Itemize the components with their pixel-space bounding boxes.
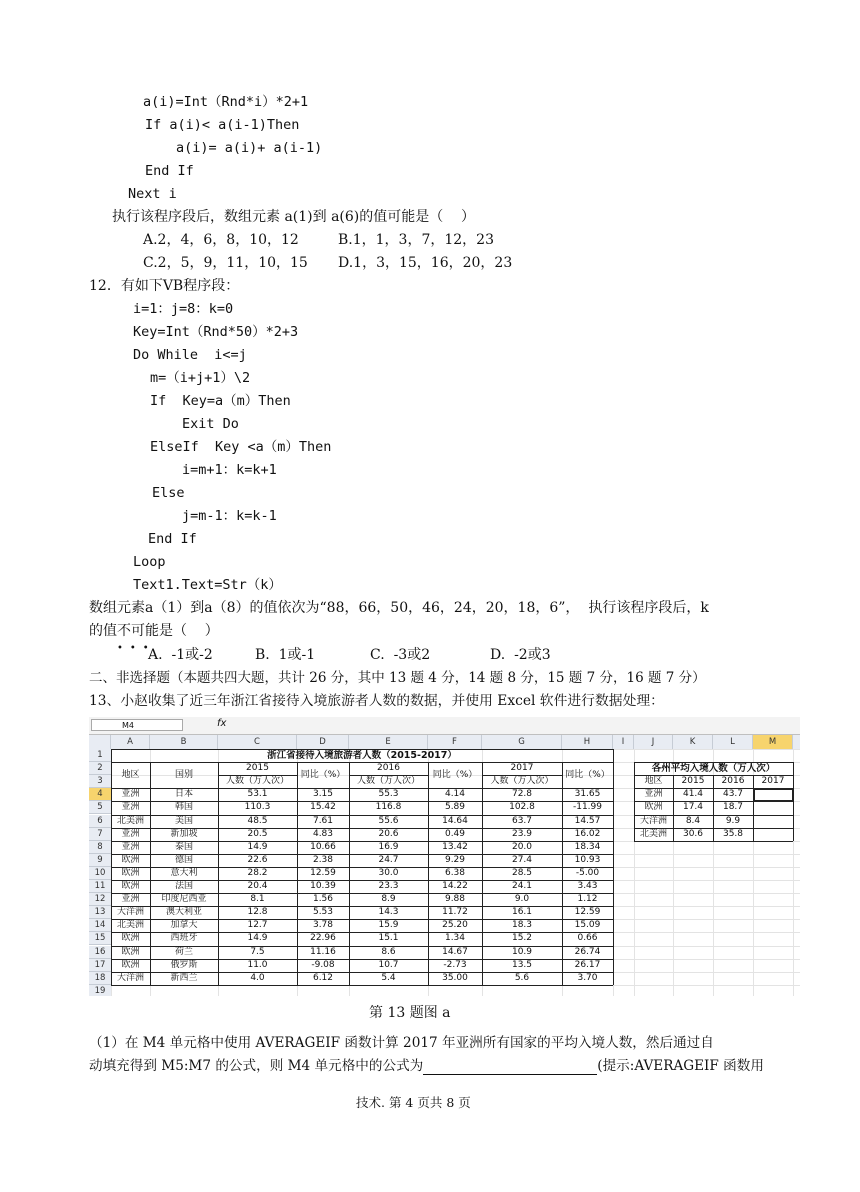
header-yoy[interactable]: 同比（%） <box>432 770 478 781</box>
table-cell[interactable]: 2.38 <box>312 854 334 865</box>
row-header-2[interactable]: 2 <box>89 762 111 775</box>
table-cell[interactable]: 72.8 <box>511 789 533 800</box>
q12-title: 12．有如下VB程序段： <box>89 278 240 294</box>
table-cell[interactable]: 4.83 <box>312 828 334 839</box>
table-cell[interactable]: 11.0 <box>247 959 268 970</box>
row-header-17[interactable]: 17 <box>89 959 111 972</box>
header-yoy[interactable]: 同比（%） <box>565 770 610 781</box>
table-border <box>349 762 350 985</box>
row-header-6[interactable]: 6 <box>89 815 111 828</box>
row-header-3[interactable]: 3 <box>89 775 111 788</box>
header-people[interactable]: 人数（万人次） <box>225 776 289 787</box>
excel-screenshot <box>89 717 800 996</box>
code-line: Key=Int（Rnd*50）*2+3 <box>133 324 299 340</box>
code-line: Else <box>152 485 185 501</box>
table-cell[interactable]: 4.0 <box>250 972 265 983</box>
code-line: a(i)=Int（Rnd*i）*2+1 <box>143 94 309 110</box>
fx-icon: fx <box>217 718 227 729</box>
table-cell[interactable]: -2.73 <box>443 959 467 970</box>
table-cell[interactable]: 14.64 <box>442 815 468 826</box>
table-cell[interactable]: 15.09 <box>574 920 601 931</box>
table-cell[interactable]: 北美洲 <box>116 815 144 826</box>
table-border <box>218 762 219 985</box>
table-cell[interactable]: 18.34 <box>574 841 601 852</box>
table-cell[interactable]: 28.2 <box>247 867 268 878</box>
row-header-16[interactable]: 16 <box>89 946 111 959</box>
column-header-A[interactable]: A <box>111 735 150 749</box>
side-table-cell[interactable]: 9.9 <box>725 815 741 826</box>
table-cell[interactable]: 10.93 <box>574 854 601 865</box>
row-header-13[interactable]: 13 <box>89 906 111 919</box>
code-line: j=m-1：k=k-1 <box>182 508 277 524</box>
table-cell[interactable]: 北美洲 <box>116 920 144 931</box>
table-cell[interactable]: 亚洲 <box>121 828 140 839</box>
table-border <box>349 775 428 776</box>
table-cell[interactable]: 10.66 <box>310 841 336 852</box>
table-border <box>753 775 754 841</box>
table-cell[interactable]: 28.5 <box>511 867 533 878</box>
table-cell[interactable]: 8.9 <box>381 894 396 905</box>
code-line: If Key=a（m）Then <box>150 393 291 409</box>
code-line: a(i)= a(i)+ a(i-1) <box>176 140 323 156</box>
table-cell[interactable]: 韩国 <box>174 802 193 813</box>
row-header-7[interactable]: 7 <box>89 828 111 841</box>
table-cell[interactable]: 26.74 <box>574 946 601 957</box>
table-cell[interactable]: 0.66 <box>577 933 598 944</box>
table-cell[interactable]: 14.9 <box>247 933 268 944</box>
table-border <box>111 788 613 789</box>
table-cell[interactable]: 14.57 <box>574 815 601 826</box>
name-box: M4 <box>91 719 183 731</box>
table-border <box>634 762 635 841</box>
table-border <box>111 880 613 881</box>
code-line: Loop <box>133 554 166 570</box>
table-border <box>111 867 613 868</box>
table-cell[interactable]: 16.02 <box>574 828 601 839</box>
side-table-cell[interactable]: 17.4 <box>682 802 704 813</box>
table-cell[interactable]: 27.4 <box>511 854 533 865</box>
column-header-M[interactable]: M <box>753 735 793 749</box>
q12-option-c: C. -3或2 <box>370 647 431 663</box>
table-border <box>111 801 613 802</box>
code-line: Exit Do <box>182 416 239 432</box>
table-cell[interactable]: 102.8 <box>509 802 535 813</box>
table-cell[interactable]: 23.9 <box>511 828 533 839</box>
table-cell[interactable]: 20.6 <box>378 828 399 839</box>
table-cell[interactable]: 荷兰 <box>174 946 193 957</box>
table-cell[interactable]: 3.70 <box>577 972 598 983</box>
table-cell[interactable]: 23.3 <box>378 881 399 891</box>
table-cell[interactable]: 9.88 <box>444 894 466 905</box>
table-border <box>111 762 613 763</box>
table-cell[interactable]: 12.7 <box>247 920 268 931</box>
table-border <box>111 946 613 947</box>
q13-part1-line2: 动填充得到 M5:M7 的公式，则 M4 单元格中的公式为 (提示:AVERAGEIF 函数用 <box>89 1058 764 1074</box>
page-footer: 技术. 第 4 页共 8 页 <box>356 1095 471 1110</box>
side-table-cell[interactable] <box>753 828 793 841</box>
column-header-H[interactable]: H <box>562 735 613 749</box>
table-cell[interactable]: 55.3 <box>378 789 399 800</box>
table-cell[interactable]: -5.00 <box>575 867 600 878</box>
code-line: Next i <box>128 186 177 202</box>
figure-caption: 第 13 题图 a <box>369 1005 451 1021</box>
table-cell[interactable]: 10.39 <box>310 881 336 891</box>
table-cell[interactable]: 1.56 <box>312 894 334 905</box>
code-line: If a(i)< a(i-1)Then <box>145 117 300 133</box>
table-cell[interactable]: 12.59 <box>574 907 601 918</box>
table-cell[interactable]: 24.1 <box>511 881 533 891</box>
q11-option-a: A.2，4，6，8，10，12 <box>143 232 299 248</box>
code-line: i=m+1：k=k+1 <box>182 462 277 478</box>
side-table-cell[interactable]: 41.4 <box>682 789 704 800</box>
table-cell[interactable]: 53.1 <box>247 789 268 800</box>
table-cell[interactable]: 15.9 <box>378 920 399 931</box>
column-header-B[interactable]: B <box>150 735 218 749</box>
table-border <box>111 906 613 907</box>
table-cell[interactable]: 亚洲 <box>121 802 140 813</box>
table-cell[interactable]: 11.16 <box>310 946 336 957</box>
code-line: ElseIf Key <a（m）Then <box>150 439 332 455</box>
table-cell[interactable]: 8.1 <box>250 894 265 905</box>
table-cell[interactable]: -11.99 <box>572 802 602 813</box>
table-cell[interactable]: 14.9 <box>247 841 268 852</box>
table-border <box>713 775 714 841</box>
column-header-I[interactable]: I <box>613 735 634 749</box>
table-border <box>297 762 298 985</box>
code-line: Do While i<=j <box>133 347 247 363</box>
table-border <box>562 762 563 985</box>
emphasis-dots: 不可能 ••• <box>117 623 159 654</box>
side-table-cell[interactable]: 欧洲 <box>644 802 663 813</box>
table-cell[interactable]: 加拿大 <box>170 920 198 931</box>
table-cell[interactable]: 5.6 <box>514 972 530 983</box>
table-cell[interactable]: 20.5 <box>247 828 268 839</box>
table-border <box>634 762 793 763</box>
row-header-18[interactable]: 18 <box>89 972 111 985</box>
table-cell[interactable]: -9.08 <box>311 959 335 970</box>
q11-stem: 执行该程序段后，数组元素 a(1)到 a(6)的值可能是（ ） <box>112 209 476 225</box>
column-header-J[interactable]: J <box>634 735 673 749</box>
table-cell[interactable]: 14.3 <box>378 907 399 918</box>
table-cell[interactable]: 亚洲 <box>121 789 140 800</box>
formula-bar <box>89 717 800 735</box>
q12-option-a: A. -1或-2 <box>148 647 213 663</box>
table-border <box>482 775 562 776</box>
side-table-header[interactable]: 2016 <box>721 776 745 787</box>
side-table-cell[interactable] <box>753 801 793 814</box>
row-header-14[interactable]: 14 <box>89 919 111 932</box>
table-cell[interactable]: 5.89 <box>444 802 466 813</box>
table-cell[interactable]: 13.5 <box>511 959 533 970</box>
table-cell[interactable]: 14.67 <box>442 946 468 957</box>
table-border <box>613 749 614 985</box>
table-cell[interactable]: 31.65 <box>574 789 601 800</box>
row-header-19[interactable]: 19 <box>89 985 111 996</box>
table-cell[interactable]: 13.42 <box>442 841 468 852</box>
selected-cell-m4[interactable] <box>753 788 794 802</box>
column-header-K[interactable]: K <box>673 735 713 749</box>
table-cell[interactable]: 6.38 <box>444 867 466 878</box>
code-line: Text1.Text=Str（k） <box>133 577 282 593</box>
table-cell[interactable]: 11.72 <box>442 907 468 918</box>
table-cell[interactable]: 7.5 <box>250 946 265 957</box>
table-cell[interactable]: 110.3 <box>244 802 271 813</box>
table-cell[interactable]: 3.43 <box>577 881 598 891</box>
table-border <box>111 932 613 933</box>
answer-blank <box>423 1060 597 1075</box>
table-cell[interactable]: 8.6 <box>381 946 396 957</box>
table-border <box>673 775 674 841</box>
table-border <box>111 985 613 986</box>
section-heading: 二、非选择题（本题共四大题，共计 26 分，其中 13 题 4 分，14 题 8 分，15 题 7 分，16 题 7 分） <box>89 670 706 686</box>
table-cell[interactable]: 15.42 <box>310 802 336 813</box>
table-cell[interactable]: 新加坡 <box>170 828 198 839</box>
table-cell[interactable]: 20.0 <box>511 841 533 852</box>
table-cell[interactable]: 12.8 <box>247 907 268 918</box>
table-cell[interactable]: 6.12 <box>312 972 334 983</box>
table-border <box>482 762 483 985</box>
table-cell[interactable]: 澳大利亚 <box>165 907 202 918</box>
column-header-D[interactable]: D <box>297 735 349 749</box>
q11-option-d: D.1，3，15，16，20，23 <box>338 255 513 271</box>
header-country[interactable]: 国别 <box>174 770 193 781</box>
table-cell[interactable]: 法国 <box>174 881 193 891</box>
q12-description: 数组元素a（1）到a（8）的值依次为“88，66，50，46，24，20，18，6”， 执行该程序段后，k <box>89 600 709 616</box>
table-cell[interactable]: 12.59 <box>310 867 336 878</box>
table-cell[interactable]: 0.49 <box>444 828 466 839</box>
side-table-header[interactable]: 2015 <box>681 776 705 787</box>
table-cell[interactable]: 10.7 <box>378 959 399 970</box>
table-border <box>111 854 613 855</box>
table-cell[interactable]: 大洋洲 <box>116 907 144 918</box>
table-cell[interactable]: 欧洲 <box>121 946 140 957</box>
side-table-header[interactable]: 2017 <box>761 776 785 787</box>
table-cell[interactable]: 22.96 <box>310 933 336 944</box>
side-table-header[interactable]: 地区 <box>644 776 663 787</box>
table-cell[interactable]: 26.17 <box>574 959 601 970</box>
row-header-10[interactable]: 10 <box>89 867 111 880</box>
table-cell[interactable]: 7.61 <box>312 815 334 826</box>
row-header-11[interactable]: 11 <box>89 880 111 893</box>
table-cell[interactable]: 5.53 <box>312 907 334 918</box>
table-cell[interactable]: 欧洲 <box>121 959 140 970</box>
table-border <box>111 841 613 842</box>
column-header-G[interactable]: G <box>482 735 562 749</box>
table-cell[interactable]: 14.22 <box>442 881 468 891</box>
table-border <box>111 959 613 960</box>
table-cell[interactable]: 3.15 <box>312 789 334 800</box>
table-border <box>111 749 613 750</box>
table-cell[interactable]: 30.0 <box>378 867 399 878</box>
table-cell[interactable]: 10.9 <box>511 946 533 957</box>
table-cell[interactable]: 9.29 <box>444 854 466 865</box>
header-yoy[interactable]: 同比（%） <box>300 770 346 781</box>
row-header-5[interactable]: 5 <box>89 801 111 814</box>
header-people[interactable]: 人数（万人次） <box>356 776 420 787</box>
table-cell[interactable]: 亚洲 <box>121 841 140 852</box>
table-cell[interactable]: 20.4 <box>247 881 268 891</box>
side-table-cell[interactable]: 亚洲 <box>644 789 663 800</box>
table-cell[interactable]: 4.14 <box>444 789 466 800</box>
side-table-cell[interactable]: 30.6 <box>682 828 704 839</box>
table-cell[interactable]: 大洋洲 <box>116 972 144 983</box>
side-table-cell[interactable]: 8.4 <box>685 815 701 826</box>
table-cell[interactable]: 5.4 <box>381 972 396 983</box>
table-cell[interactable]: 16.1 <box>511 907 533 918</box>
q11-option-b: B.1，1，3，7，12，23 <box>338 232 494 248</box>
header-2015[interactable]: 2015 <box>246 763 269 774</box>
row-header-12[interactable]: 12 <box>89 893 111 906</box>
header-2016[interactable]: 2016 <box>377 763 400 774</box>
table-cell[interactable]: 欧洲 <box>121 867 140 878</box>
q12-option-b: B. 1或-1 <box>255 647 316 663</box>
header-region[interactable]: 地区 <box>121 770 140 781</box>
code-line: i=1：j=8：k=0 <box>133 301 234 317</box>
q13-intro: 13、小赵收集了近三年浙江省接待入境旅游者人数的数据，并使用 Excel 软件进行数据处理： <box>89 693 664 709</box>
select-all-corner[interactable] <box>89 735 111 749</box>
side-table-cell[interactable]: 43.7 <box>722 789 744 800</box>
table-cell[interactable]: 德国 <box>174 854 193 865</box>
table-cell[interactable]: 意大利 <box>170 867 198 878</box>
table-border <box>218 775 297 776</box>
column-header-F[interactable]: F <box>428 735 482 749</box>
table-cell[interactable]: 泰国 <box>174 841 193 852</box>
header-2017[interactable]: 2017 <box>510 763 534 774</box>
table-border <box>150 762 151 985</box>
table-cell[interactable]: 3.78 <box>312 920 334 931</box>
side-table-cell[interactable]: 35.8 <box>722 828 744 839</box>
table-cell[interactable]: 16.9 <box>378 841 399 852</box>
table-border <box>111 919 613 920</box>
table-cell[interactable]: 欧洲 <box>121 854 140 865</box>
table-cell[interactable]: 新西兰 <box>170 972 198 983</box>
table-cell[interactable]: 欧洲 <box>121 933 140 944</box>
row-header-8[interactable]: 8 <box>89 841 111 854</box>
table-cell[interactable]: 55.6 <box>378 815 399 826</box>
table-cell[interactable]: 35.00 <box>442 972 468 983</box>
table-border <box>111 749 112 985</box>
table-cell[interactable]: 西班牙 <box>170 933 198 944</box>
column-header-L[interactable]: L <box>713 735 753 749</box>
table-cell[interactable]: 15.1 <box>378 933 399 944</box>
code-line: End If <box>145 163 194 179</box>
table-cell[interactable]: 116.8 <box>375 802 402 813</box>
table-cell[interactable]: 日本 <box>174 789 193 800</box>
table-cell[interactable]: 美国 <box>174 815 193 826</box>
q12-option-d: D. -2或3 <box>490 647 551 663</box>
column-header-C[interactable]: C <box>218 735 297 749</box>
q11-option-c: C.2，5，9，11，10，15 <box>143 255 308 271</box>
table-cell[interactable]: 欧洲 <box>121 881 140 891</box>
side-table-title[interactable]: 各州平均入境人数（万人次） <box>651 763 776 775</box>
table-cell[interactable]: 18.3 <box>511 920 533 931</box>
table-cell[interactable]: 1.12 <box>577 894 598 905</box>
table-border <box>111 828 613 829</box>
q12-description-2: 的值不可能 ••• 是（ ） <box>89 623 219 654</box>
table-cell[interactable]: 63.7 <box>511 815 533 826</box>
side-table-cell[interactable]: 北美洲 <box>639 828 667 839</box>
column-header-E[interactable]: E <box>349 735 428 749</box>
row-header-4[interactable]: 4 <box>89 788 111 801</box>
q13-part1: （1）在 M4 单元格中使用 AVERAGEIF 函数计算 2017 年亚洲所有国家的平均入境人数，然后通过自 <box>89 1035 714 1051</box>
table-cell[interactable]: 48.5 <box>247 815 268 826</box>
table-cell[interactable]: 印度尼西亚 <box>161 894 207 905</box>
row-header-15[interactable]: 15 <box>89 932 111 945</box>
table-border <box>111 972 613 973</box>
table-cell[interactable]: 15.2 <box>511 933 533 944</box>
side-table-cell[interactable] <box>753 815 793 828</box>
row-header-9[interactable]: 9 <box>89 854 111 867</box>
column-headers <box>89 735 800 750</box>
code-line: End If <box>148 531 197 547</box>
side-table-cell[interactable]: 18.7 <box>722 802 744 813</box>
table-cell[interactable]: 25.20 <box>442 920 468 931</box>
table-cell[interactable]: 亚洲 <box>121 894 140 905</box>
row-header-1[interactable]: 1 <box>89 749 111 762</box>
side-table-cell[interactable]: 大洋洲 <box>639 815 667 826</box>
table-cell[interactable]: 9.0 <box>514 894 530 905</box>
table-cell[interactable]: 24.7 <box>378 854 399 865</box>
code-line: m=（i+j+1）\2 <box>150 370 251 386</box>
table-border <box>428 762 429 985</box>
table-border <box>111 815 613 816</box>
table-cell[interactable]: 1.34 <box>444 933 466 944</box>
table-border <box>634 841 793 842</box>
table-cell[interactable]: 22.6 <box>247 854 268 865</box>
table-cell[interactable]: 俄罗斯 <box>170 959 198 970</box>
table-border <box>111 893 613 894</box>
header-people[interactable]: 人数（万人次） <box>490 776 554 787</box>
sheet-title[interactable]: 浙江省接待入境旅游者人数（2015-2017） <box>267 750 457 761</box>
